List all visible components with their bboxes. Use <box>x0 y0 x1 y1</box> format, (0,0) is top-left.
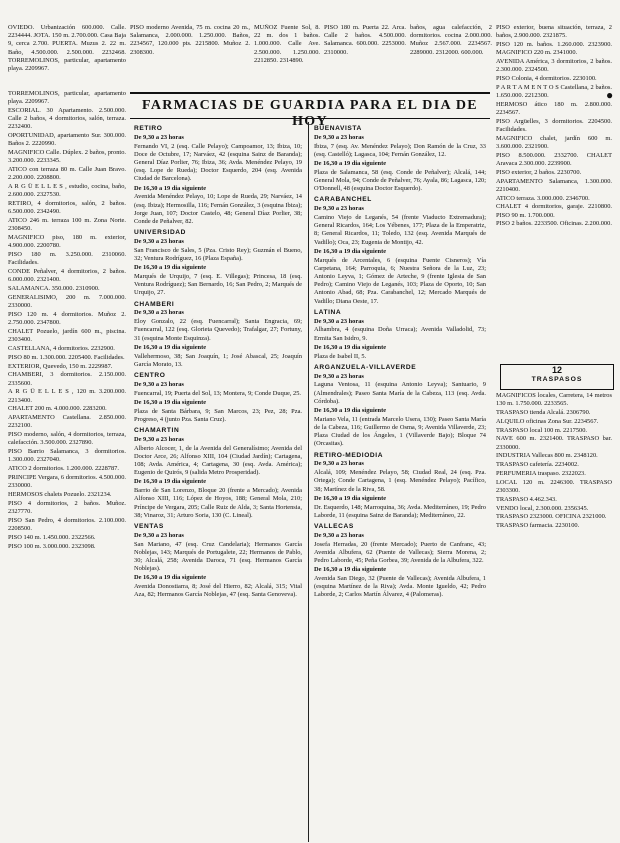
classified-ad: CASTELLANA, 4 dormitorios. 2232900. <box>8 345 115 352</box>
top-ad-text: PISO moderno Avenida, 75 m. cocina 20 m., Salamanca, 2.000.000. 1.250.000. Baños, 2234567, 120.000 pts. 2215800. Muñoz 2. 2308300. <box>130 24 250 56</box>
classified-ad: ATICO 2 dormitorios. 1.200.000. 2228787. <box>8 465 119 473</box>
classified-ad: PISO 2 baños. 2233500. Oficinas. 2.200.000. <box>496 220 612 228</box>
pharmacy-list: Laguna Ventosa, 11 (esquina Antonio Leyva); Santuario, 9 (Almendrales); Paseo Santa María de la Cabeza, 113 (esq. Avda. Córdoba). <box>314 381 486 405</box>
hours-line: De 9,30 a 23 horas <box>314 531 364 539</box>
classified-ad: TRASPASO 4.462.343. <box>496 495 557 503</box>
pharmacy-list: Plaza de Salamanca, 58 (esq. Conde de Peñalver); Alcalá, 144; General Mola, 94; Conde de Peñalver, 76; Ayala, 86; Lagasca, 120; O'Donnell, 48 (esquina Doctor Esquerdo). <box>314 168 486 193</box>
classified-ad: SALAMANCA. 350.000. 2310900. <box>8 285 100 293</box>
hours-line: De 16,30 a 19 dia siguiente <box>134 398 207 406</box>
pharmacy-list: San Mariano, 47 (esq. Cruz Candelaria); Hermanos García Noblejas, 143; Marqués de Portugalete, 22; Hermanos de Pablo, 30; Alcalá, 258; Avenida Daroca, 71 (esq. Hermanos García Noblejas). <box>134 540 302 573</box>
classified-ad: APARTAMENTO Salamanca, 1.300.000. 2210400. <box>496 177 612 193</box>
classified-ad: MAGNIFICOS locales, Carretera, 14 metros 130 m. 1.750.000. 2233565. <box>496 392 612 408</box>
classified-ad: VENDO local, 2.300.000. 2356345. <box>496 504 589 512</box>
hours-line: De 9,30 a 23 horas <box>134 380 184 388</box>
classified-ad: INDUSTRIA Vallecas 800 m. 2348120. <box>496 452 598 460</box>
classifieds-section-header <box>500 364 614 390</box>
hours-line: De 16,30 a 19 dia siguiente <box>134 264 207 272</box>
pharmacy-list: Avenida San Diego, 32 (Puente de Vallecas); Avenida Albufera, 1 (esquina Martínez de la Riva); Avda. Monte Igueldo, 42; Pedro Laborde, 2; Carlos Martín Álvarez, 4 (Palomeras). <box>314 575 486 599</box>
district-heading: ARGANZUELA-VILLAVERDE <box>314 363 417 371</box>
classified-ad: PISO Argüelles, 3 dormitorios. 2204500. Facilidades. <box>496 117 612 133</box>
classified-ad: CONDE Peñalver, 4 dormitorios, 2 baños. 6.000.000. 2321400. <box>8 268 126 284</box>
hours-line: De 16,30 a 19 dia siguiente <box>314 494 387 502</box>
classified-ad: PISO Barrio Salamanca, 3 dormitorios. 1.300.000. 2327040. <box>8 448 126 464</box>
classified-ad: CHALET Pozuelo, jardín 600 m., piscina. 2303400. <box>8 328 126 344</box>
district-heading: VALLECAS <box>314 523 354 531</box>
page-corner-mark: ● <box>606 88 614 102</box>
hours-line: De 16,30 a 19 dia siguiente <box>134 478 207 486</box>
right-classifieds-column-lower <box>496 392 612 835</box>
column-divider <box>308 122 309 842</box>
hours-line: De 9,30 a 23 horas <box>134 238 184 246</box>
pharmacy-list: Eloy Gonzalo, 22 (esq. Fuencarral); Santa Engracia, 69; Fuencarral, 122 (esq. Glorieta Quevedo); Trafalgar, 27; Fortuny, 31 (esquina Monte Esquinza). <box>134 318 302 342</box>
pharmacy-list: Fernando VI, 2 (esq. Calle Pelayo); Campoamor, 13; Ibiza, 10; Doce de Octubre, 17; Narváez, 42 (esquina Sainz de Baranda); General Díaz Porlier, 76; Ibiza, 36; Avda. Menéndez Pelayo, 19 (esq. Lope de Rueda); Doctor Esquerdo, 204 (esq. Avenida Ciudad de Barcelona). <box>134 142 302 183</box>
pharmacy-list: Fuencarral, 19; Puerta del Sol, 13; Montera, 9; Conde Duque, 25. <box>134 389 302 397</box>
classified-ad: TRASPASO local 100 m. 2217500. <box>496 426 588 434</box>
classified-ad: OPORTUNIDAD, apartamento Sur. 300.000. Baños 2. 2220990. <box>8 132 126 148</box>
classified-ad: P A R T A M E N T O S Castellana, 2 baños. 1.650.000. 2212300. <box>496 83 612 99</box>
hours-line: De 16,30 a 19 dia siguiente <box>314 343 387 351</box>
classified-ad: PISO 8.500.000. 2332700. CHALET Aravaca 2.300.000. 2239900. <box>496 151 612 167</box>
classified-ad: TORREMOLINOS, particular, apartamento playa. 2209967. <box>8 90 126 106</box>
pharmacy-list: Alhambra, 4 (esquina Doña Urraca); Avenida Valladolid, 73; Ermita San Isidro, 9. <box>314 326 486 342</box>
classified-ad: TRASPASO tienda Alcalá. 2306790. <box>496 409 591 416</box>
hours-line: De 16,30 a 19 dia siguiente <box>314 247 387 255</box>
classified-ad: TRASPASO cafetería. 2234002. <box>496 461 579 469</box>
hours-line: De 9,30 a 23 horas <box>314 205 364 213</box>
classified-ad: GENERALISIMO, 200 m. 7.000.000. 2330000. <box>8 294 126 310</box>
pharmacy-section <box>130 92 490 843</box>
district-heading: CHAMARTIN <box>134 427 180 435</box>
classified-ad: ATICO terraza. 3.000.000. 2346700. <box>496 194 590 202</box>
classified-ad: RETIRO, 4 dormitorios, salón, 2 baños. 6.500.000. 2342490. <box>8 200 126 216</box>
classified-ad: PISO Colonia, 4 dormitorios. 2230100. <box>496 75 597 82</box>
classified-ad: MAGNIFICO Calle. Dúplex. 2 baños, pronto. 3.200.000. 2233345. <box>8 149 126 165</box>
district-heading: RETIRO <box>134 125 163 132</box>
district-heading: UNIVERSIDAD <box>134 229 187 237</box>
classified-ad: PISO moderno, salón, 4 dormitorios, terraza, calefacción. 3.500.000. 2327890. <box>8 431 126 447</box>
classified-ad: TRASPASO 2323000. OFICINA 2321000. <box>496 513 607 521</box>
hours-line: De 9,30 a 23 horas <box>134 531 184 539</box>
district-heading: CARABANCHEL <box>314 196 372 204</box>
classified-ad: NAVE 600 m. 2321400. TRASPASO bar. 2330000. <box>496 435 612 451</box>
section-label: TRASPASOS <box>531 376 583 383</box>
pharmacy-left-column <box>134 122 302 842</box>
pharmacy-list: San Francisco de Sales, 5 (Pza. Cristo Rey); Guzmán el Bueno, 32; Ventura Rodríguez, 16 (Plaza España). <box>134 246 302 263</box>
classified-ad: PISO San Pedro, 4 dormitorios. 2.100.000. 2208500. <box>8 516 126 532</box>
pharmacy-list: Camino Viejo de Leganés, 54 (frente Viaducto Extremadura); General Ricardos, 164; Los Yébenes, 177; Plaza de la Emperatriz, 8; General Ricardos, 11; Toledo, 132 (esq. Avenida Marqués de Vadillo); Oca, 23; Eugenia de Montijo, 42. <box>314 214 486 246</box>
hours-line: De 9,30 a 23 horas <box>314 133 364 141</box>
pharmacy-list: Vallehermoso, 38; San Joaquín, 1; José Abascal, 25; Joaquín García Morato, 13. <box>134 352 302 368</box>
pharmacy-list: Barrio de San Lorenzo, Bloque 20 (frente a Mercado); Avenida Alfonso XIII, 116; López de Hoyos, 188; General Mola, 210; Príncipe de Vergara, 205; Calle Ruiz de Alda, 3; Santa Hortensia, 38; Vinaroz, 31; Arturo Soria, 130 (C. Lineal). <box>134 487 302 519</box>
classified-ad: ATICO con terraza 80 m. Calle Juan Bravo. 2.200.000. 2208800. <box>8 166 126 182</box>
pharmacy-list: Alcalá, 109; Menéndez Pelayo, 58; Ciudad Real, 24 (esq. Pza. Ortega); Conde Cartagena, 1 (esq. Menéndez Pelayo); Pacífico, 38; Martínez de la Riva, 58. <box>314 469 486 493</box>
classified-ad: PISO 4 dormitorios, 2 baños. Muñoz. 2327770. <box>8 499 126 515</box>
classified-ad: PISO 180 m. 3.250.000. 2310060. Facilidades. <box>8 251 126 267</box>
district-heading: RETIRO-MEDIODIA <box>314 451 384 459</box>
pharmacy-list: Dr. Esquerdo, 148; Marroquina, 36; Avda. Mediterráneo, 19; Pedro Laborde, 11 (esquina Sainz de Baranda); Mediterráneo, 22. <box>314 503 486 519</box>
district-heading: VENTAS <box>134 523 164 531</box>
classified-ad: PISO exterior, 2 baños. 2230700. <box>496 168 582 176</box>
district-heading: CHAMBERI <box>134 300 175 308</box>
hours-line: De 16,30 a 19 dia siguiente <box>134 574 207 582</box>
top-ad-text: PISO 180 m. Puerta 22. Arca. Calle 2 baños. 4.500.000. Salamanca. 600.000. 2253000. 2310000. <box>324 24 406 56</box>
hours-line: De 9,30 a 23 horas <box>314 317 364 325</box>
classified-ad: PISO 120 m. 4 dormitorios. Muñoz 2. 2.750.000. 2347800. <box>8 311 126 327</box>
hours-line: De 9,30 a 23 horas <box>314 460 364 468</box>
hours-line: De 9,30 a 23 horas <box>134 309 184 317</box>
top-ad-text: OVIEDO. Urbanización 600.000. Calle. 2234444. JOTA. 150 m. 2.700.000. Casa Baja 9, cerca 2.700. PUERTA. Muzus 2. 22 m. Baño, 4.500.000. 2.500.000. 2232468. TORREMOLINOS, particular, apartamento playa. 2209967. <box>8 24 126 73</box>
district-heading: CENTRO <box>134 372 166 380</box>
classified-ad: PISO 140 m. 1.450.000. 2322566. <box>8 533 96 541</box>
pharmacy-right-column <box>314 122 486 842</box>
top-ad-col-1 <box>8 24 126 90</box>
district-heading: BUENAVISTA <box>314 125 362 132</box>
section-number: 12 <box>551 365 562 375</box>
classified-ad: PISO exterior, buena situación, terraza, 2 baños, 2.900.000. 2321875. <box>496 24 612 40</box>
left-classifieds-column <box>8 90 126 835</box>
classified-ad: CHAMBERI, 3 dormitorios. 2.150.000. 2335600. <box>8 371 126 387</box>
classified-ad: A R G Ü E L L E S , 120 m. 3.200.000. 2213400. <box>8 388 126 404</box>
classified-ad: ALQUILO oficinas Zona Sur. 2234567. <box>496 417 599 425</box>
classified-ad: EXTERIOR, Quevedo, 150 m. 2229987. <box>8 362 113 370</box>
top-ad-col-5 <box>410 24 492 90</box>
classified-ad: CHALET 200 m. 4.000.000. 2283200. <box>8 405 107 413</box>
pharmacy-list: Ibiza, 7 (esq. Av. Menéndez Pelayo); Don Ramón de la Cruz, 33 (esq. Castelló); Lagasca, 104; Fernán González, 12. <box>314 142 486 158</box>
classified-ad: CHALET 4 dormitorios, garaje. 2210800. PISO 90 m. 1.700.000. <box>496 203 612 219</box>
classified-ad: TRASPASO farmacia. 2230100. <box>496 522 580 530</box>
pharmacy-list: Avenida Donostiarra, 8; José del Hierro, 82; Alcalá, 315; Vital Aza, 82; Hermanos García Noblejas, 47 (esq. Santa Genoveva). <box>134 583 302 599</box>
hours-line: De 9,30 a 23 horas <box>314 372 364 380</box>
top-ad-text: MUÑOZ Fuente Sol, 8. 22 m. dos 1 baños. 1.000.000. Calle Ave. 2.500.000. 1.250.000. 2212850. 2314890. <box>254 24 320 64</box>
pharmacy-list: Mariano Vela, 11 (entrada Marcelo Usera, 130); Paseo Santa María de la Cabeza, 116; Guillermo de Osma, 9; Avenida Villaverde, 23; Plaza Ciudad de los Ángeles, 1 (Villaverde Bajo); Bloque 74 (Orcasitas). <box>314 415 486 448</box>
classified-ad: MAGNIFICO piso, 180 m. exterior, 4.900.000. 2200780. <box>8 234 126 250</box>
classified-ad: A R G Ü E L L E S , estudio, cocina, baño, 2.600.000. 2327530. <box>8 183 126 199</box>
pharmacy-title: FARMACIAS DE GUARDIA PARA EL DIA DE HOY <box>142 98 478 129</box>
pharmacy-list: Marqués de Arcentales, 6 (esquina Fuente Cisneros); Vía Carpetana, 164; Parroquia, 6; Nuestra Señora de la Luz, 23; Antonio Leyva, 1; Gómez de Arteche, 9 (frente Iglesia de San Pedro); Camino Viejo de Leganés, 103; Plaza de Oporto, 10; San Antonio Abad, 68; Pza. Carabanchel, 12; Mercado Marqués de Vadillo; Diana Oeste, 17. <box>314 256 486 305</box>
classified-ad: MAGNIFICO chalet, jardín 600 m. 3.600.000. 2321900. <box>496 134 612 150</box>
pharmacy-list: Marqués de Urquijo, 7 (esq. E. Villegas); Princesa, 18 (esq. Ventura Rodríguez); San Bernardo, 16; San Pedro, 2; Marqués de Urquijo, 27. <box>134 273 302 297</box>
hours-line: De 9,30 a 23 horas <box>134 133 184 141</box>
hours-line: De 16,30 a 19 dia siguiente <box>314 407 387 415</box>
classified-ad: PERFUMERIA traspaso. 2322023. <box>496 469 586 477</box>
top-ad-text: baños, agua calefacción, 2 dormitorios. cocina 2.000.000. Muñoz 2.567.000. 2234567. 2289000. 2312000. 600.000. <box>410 24 492 56</box>
classified-ad: PISO 120 m. baños. 1.260.000. 2323900. MAGNIFICO 220 m. 2341000. <box>496 41 612 57</box>
hours-line: De 16,30 a 19 dia siguiente <box>314 160 387 167</box>
pharmacy-list: Avenida Menéndez Pelayo, 10; Lope de Rueda, 29; Narváez, 14 (esq. Ibiza); Hermosilla, 116; Fernán González, 3 (esquina Ibiza); Jorge Juan, 107; Doctor Castelo, 48; General Díaz Porlier, 38; Conde de Peñalver, 82. <box>134 193 302 226</box>
top-ad-col-4 <box>324 24 406 90</box>
classified-ad: PISO 100 m. 3.000.000. 2323098. <box>8 542 96 550</box>
classified-ad: ESCORIAL. 30 Apartamento. 2.500.000. Calle 2 baños, 4 dormitorios, salón, terraza. 2232400. <box>8 107 126 131</box>
hours-line: De 16,30 a 19 dia siguiente <box>134 184 207 192</box>
classified-ad: HERMOSO ático 180 m. 2.800.000. 2234567. <box>496 100 612 116</box>
pharmacy-list: Plaza de Isabel II, 5. <box>314 352 367 360</box>
classified-ad: AVENIDA América, 3 dormitorios, 2 baños. 2.300.000. 2324500. <box>496 58 612 74</box>
pharmacy-list: Josefa Herradas, 20 (frente Mercado); Puerto de Canfranc, 43; Avenida Albufera, 62 (Puente de Vallecas); Sierra Morena, 2; Pedro Laborde, 45; Peña Gorbea, 39; Avenida de la Albufera, 322. <box>314 540 486 565</box>
hours-line: De 9,30 a 23 horas <box>134 435 184 443</box>
title-rule <box>130 118 490 119</box>
classified-ad: LOCAL 120 m. 2246300. TRASPASO 2303300. <box>496 478 612 494</box>
district-heading: LATINA <box>314 308 342 316</box>
classified-ad: HERMOSOS chalets Pozuelo. 2321234. <box>8 490 112 498</box>
classified-ad: PISO 80 m. 1.300.000. 2205400. Facilidades. <box>8 353 125 361</box>
classified-ad: APARTAMENTO Castellana. 2.850.000. 2232100. <box>8 414 126 430</box>
top-ad-col-2 <box>130 24 250 90</box>
hours-line: De 16,30 a 19 dia siguiente <box>314 566 387 574</box>
classified-ad: PRINCIPE Vergara, 6 dormitorios. 4.500.000. 2330000. <box>8 473 126 490</box>
hours-line: De 16,30 a 19 dia siguiente <box>134 343 207 351</box>
classified-ad: ATICO 246 m. terraza 100 m. Zona Norte. 2308450. <box>8 217 126 233</box>
top-ad-col-3 <box>254 24 320 90</box>
pharmacy-list: Alberto Alcocer, 1, de la Avenida del Generalísimo; Avenida del Doctor Arce, 26; Alfonso XIII, 104 (Ciudad Jardín); Cartagena, 108; Avda. América, 4; Cartagena, 30 (esq. Avda. América); Eugenio de Quirós, 9 (salida Metro Prosperidad). <box>134 444 302 477</box>
pharmacy-list: Plaza de Santa Bárbara, 9; San Marcos, 23; Pez, 28; Pza. Progreso, 4 (junto Pza. Santa Cruz). <box>134 407 302 423</box>
right-classifieds-column <box>496 24 612 360</box>
